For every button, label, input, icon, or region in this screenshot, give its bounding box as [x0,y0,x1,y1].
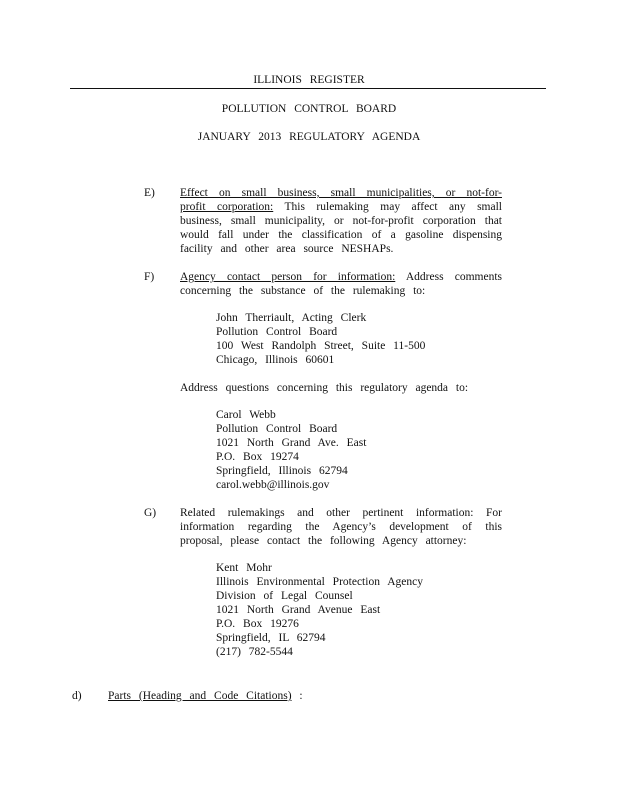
item-d-heading-line [108,689,303,703]
address-questions-text: Address questions concerning this regulatory agenda to: [180,382,469,394]
clerk-contact-block [216,311,425,367]
contact-email: carol.webb@illinois.gov [216,479,330,491]
contact-phone: (217) 782-5544 [216,646,293,658]
agenda-title: JANUARY 2013 REGULATORY AGENDA [197,131,421,143]
register-title: ILLINOIS REGISTER [253,74,365,86]
header-divider [70,88,546,89]
board-title: POLLUTION CONTROL BOARD [221,103,397,115]
item-e-text: This rulemaking may affect any small business, small municipality, or not-for-profit corporation that would fall under the classification of a gasoline dispensing facility and other area source NESHAPs. [180,201,502,255]
item-e-heading: Effect on small business, small municipalities, or not-for-profit corporation: [180,187,502,213]
item-f-paragraph [180,270,502,298]
contact-line: Pollution Control Board [216,423,338,435]
contact-line: 100 West Randolph Street, Suite 11-500 [216,340,426,352]
contact-line: Kent Mohr [216,562,272,574]
mohr-contact-block [216,561,423,659]
item-d-heading: Parts (Heading and Code Citations) [108,690,292,702]
item-g-paragraph: Related rulemakings and other pertinent information: For information regarding the Agency’s development of this proposal, please contact the following Agency attorney: [180,507,502,547]
item-d-label: d) [72,690,82,702]
contact-line: Pollution Control Board [216,326,338,338]
item-f-text: Address comments concerning the substance of the rulemaking to: [180,271,503,297]
contact-line: P.O. Box 19276 [216,618,299,630]
contact-line: Springfield, IL 62794 [216,632,326,644]
contact-line: Division of Legal Counsel [216,590,353,602]
contact-line: John Therriault, Acting Clerk [216,312,367,324]
contact-line: P.O. Box 19274 [216,451,299,463]
item-g-label: G) [144,507,157,519]
contact-line: Illinois Environmental Protection Agency [216,576,423,588]
webb-contact-block [216,408,366,492]
item-f-label: F) [144,271,155,283]
item-e-paragraph [180,186,502,256]
contact-line: Carol Webb [216,409,276,421]
item-d-colon: : [299,690,303,702]
item-e-label: E) [144,187,155,199]
contact-line: 1021 North Grand Avenue East [216,604,381,616]
contact-line: Springfield, Illinois 62794 [216,465,348,477]
contact-line: 1021 North Grand Ave. East [216,437,367,449]
contact-line: Chicago, Illinois 60601 [216,354,335,366]
item-f-heading: Agency contact person for information: [180,271,396,283]
